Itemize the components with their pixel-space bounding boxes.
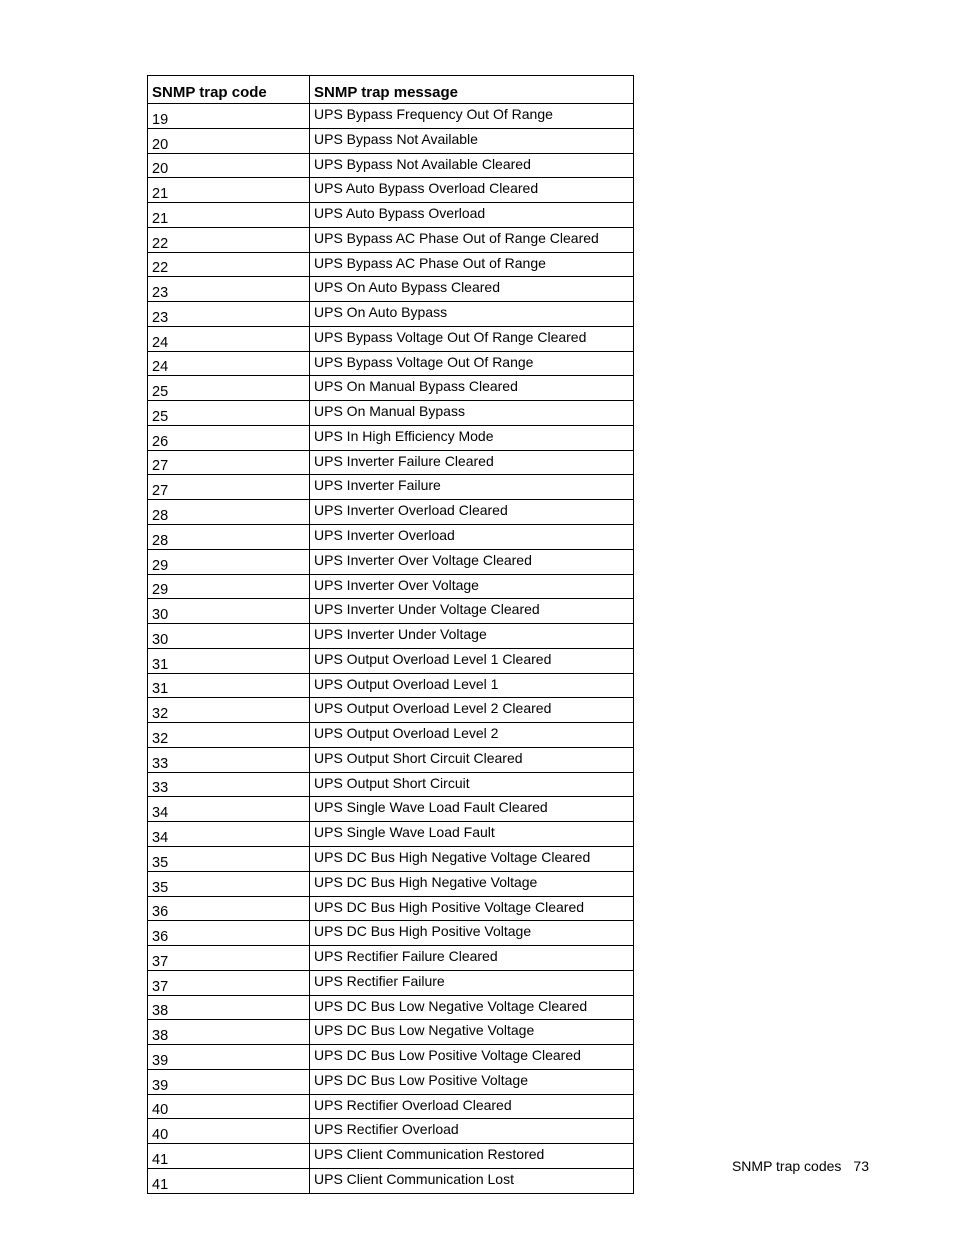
table-body — [148, 104, 634, 1194]
trap-message-cell: UPS DC Bus Low Positive Voltage Cleared — [310, 1045, 634, 1070]
trap-code-cell: 20 — [148, 128, 310, 153]
table-row — [148, 227, 634, 252]
trap-message-cell: UPS DC Bus Low Negative Voltage — [310, 1020, 634, 1045]
trap-message-cell: UPS Bypass Voltage Out Of Range — [310, 351, 634, 376]
header-trap-message: SNMP trap message — [310, 76, 634, 104]
trap-code-cell: 32 — [148, 723, 310, 748]
trap-message-cell: UPS Inverter Under Voltage Cleared — [310, 599, 634, 624]
table-row — [148, 549, 634, 574]
trap-code-cell: 20 — [148, 153, 310, 178]
table-row — [148, 401, 634, 426]
trap-code-cell: 34 — [148, 822, 310, 847]
table-row — [148, 1045, 634, 1070]
table-row — [148, 921, 634, 946]
trap-message-cell: UPS Inverter Under Voltage — [310, 624, 634, 649]
trap-code-cell: 19 — [148, 104, 310, 129]
footer-section-title: SNMP trap codes — [731, 1158, 842, 1174]
trap-message-cell: UPS Output Overload Level 2 Cleared — [310, 698, 634, 723]
table-header — [148, 76, 634, 104]
table-row — [148, 128, 634, 153]
trap-code-cell: 24 — [148, 351, 310, 376]
trap-code-cell: 28 — [148, 500, 310, 525]
trap-code-cell: 22 — [148, 252, 310, 277]
trap-code-cell: 37 — [148, 970, 310, 995]
table-row — [148, 599, 634, 624]
trap-message-cell: UPS Output Short Circuit — [310, 772, 634, 797]
table-row — [148, 747, 634, 772]
table-row — [148, 425, 634, 450]
table-row — [148, 896, 634, 921]
trap-code-cell: 25 — [148, 376, 310, 401]
trap-message-cell: UPS Bypass Frequency Out Of Range — [310, 104, 634, 129]
trap-code-cell: 21 — [148, 178, 310, 203]
trap-code-cell: 29 — [148, 549, 310, 574]
trap-message-cell: UPS On Manual Bypass Cleared — [310, 376, 634, 401]
trap-message-cell: UPS On Manual Bypass — [310, 401, 634, 426]
trap-code-cell: 25 — [148, 401, 310, 426]
trap-code-cell: 30 — [148, 624, 310, 649]
trap-message-cell: UPS DC Bus Low Negative Voltage Cleared — [310, 995, 634, 1020]
trap-code-cell: 37 — [148, 946, 310, 971]
table-row — [148, 797, 634, 822]
trap-message-cell: UPS Auto Bypass Overload Cleared — [310, 178, 634, 203]
trap-message-cell: UPS On Auto Bypass — [310, 302, 634, 327]
table-row — [148, 723, 634, 748]
trap-code-cell: 35 — [148, 846, 310, 871]
trap-message-cell: UPS Rectifier Failure Cleared — [310, 946, 634, 971]
trap-code-cell: 38 — [148, 1020, 310, 1045]
trap-code-cell: 39 — [148, 1045, 310, 1070]
trap-message-cell: UPS Inverter Over Voltage Cleared — [310, 549, 634, 574]
trap-message-cell: UPS Client Communication Restored — [310, 1144, 634, 1169]
table-row — [148, 698, 634, 723]
trap-code-cell: 41 — [148, 1168, 310, 1193]
trap-code-cell: 36 — [148, 921, 310, 946]
table-row — [148, 326, 634, 351]
trap-message-cell: UPS Output Overload Level 1 — [310, 673, 634, 698]
table-row — [148, 624, 634, 649]
table-row — [148, 822, 634, 847]
table-row — [148, 203, 634, 228]
trap-message-cell: UPS Inverter Failure Cleared — [310, 450, 634, 475]
trap-code-cell: 40 — [148, 1094, 310, 1119]
table-row — [148, 252, 634, 277]
trap-code-cell: 23 — [148, 302, 310, 327]
trap-message-cell: UPS In High Efficiency Mode — [310, 425, 634, 450]
trap-code-cell: 31 — [148, 648, 310, 673]
table-row — [148, 995, 634, 1020]
trap-message-cell: UPS Bypass Not Available — [310, 128, 634, 153]
trap-code-cell: 26 — [148, 425, 310, 450]
trap-message-cell: UPS Inverter Overload Cleared — [310, 500, 634, 525]
trap-message-cell: UPS Bypass AC Phase Out of Range Cleared — [310, 227, 634, 252]
trap-message-cell: UPS Single Wave Load Fault — [310, 822, 634, 847]
trap-code-cell: 38 — [148, 995, 310, 1020]
trap-code-cell: 33 — [148, 747, 310, 772]
table-header-row — [148, 76, 634, 104]
trap-message-cell: UPS On Auto Bypass Cleared — [310, 277, 634, 302]
table-row — [148, 500, 634, 525]
trap-code-cell: 22 — [148, 227, 310, 252]
page-footer — [600, 1158, 869, 1174]
trap-code-cell: 24 — [148, 326, 310, 351]
table-row — [148, 1168, 634, 1193]
trap-message-cell: UPS Bypass Not Available Cleared — [310, 153, 634, 178]
table-row — [148, 525, 634, 550]
trap-code-cell: 29 — [148, 574, 310, 599]
trap-message-cell: UPS Rectifier Failure — [310, 970, 634, 995]
trap-code-cell: 40 — [148, 1119, 310, 1144]
table-row — [148, 1069, 634, 1094]
trap-message-cell: UPS Inverter Over Voltage — [310, 574, 634, 599]
table-row — [148, 1119, 634, 1144]
trap-code-cell: 34 — [148, 797, 310, 822]
footer-page-number: 73 — [853, 1158, 869, 1174]
table-row — [148, 376, 634, 401]
trap-code-cell: 23 — [148, 277, 310, 302]
header-trap-code: SNMP trap code — [148, 76, 310, 104]
table-row — [148, 104, 634, 129]
trap-message-cell: UPS Bypass Voltage Out Of Range Cleared — [310, 326, 634, 351]
trap-message-cell: UPS DC Bus High Negative Voltage — [310, 871, 634, 896]
trap-code-cell: 27 — [148, 475, 310, 500]
trap-message-cell: UPS Bypass AC Phase Out of Range — [310, 252, 634, 277]
trap-message-cell: UPS Output Overload Level 1 Cleared — [310, 648, 634, 673]
trap-message-cell: UPS Inverter Overload — [310, 525, 634, 550]
trap-code-cell: 41 — [148, 1144, 310, 1169]
trap-code-cell: 21 — [148, 203, 310, 228]
table-row — [148, 846, 634, 871]
trap-code-cell: 35 — [148, 871, 310, 896]
trap-code-cell: 32 — [148, 698, 310, 723]
trap-code-cell: 39 — [148, 1069, 310, 1094]
trap-message-cell: UPS DC Bus High Positive Voltage Cleared — [310, 896, 634, 921]
table-row — [148, 772, 634, 797]
trap-code-cell: 31 — [148, 673, 310, 698]
table-row — [148, 302, 634, 327]
trap-message-cell: UPS Inverter Failure — [310, 475, 634, 500]
table-row — [148, 871, 634, 896]
trap-message-cell: UPS Output Overload Level 2 — [310, 723, 634, 748]
snmp-trap-table — [147, 75, 634, 1194]
trap-code-cell: 36 — [148, 896, 310, 921]
table-row — [148, 946, 634, 971]
trap-code-cell: 33 — [148, 772, 310, 797]
table-row — [148, 450, 634, 475]
trap-message-cell: UPS Auto Bypass Overload — [310, 203, 634, 228]
trap-code-cell: 27 — [148, 450, 310, 475]
table-row — [148, 970, 634, 995]
trap-code-cell: 30 — [148, 599, 310, 624]
table-row — [148, 574, 634, 599]
trap-message-cell: UPS DC Bus Low Positive Voltage — [310, 1069, 634, 1094]
table-row — [148, 351, 634, 376]
table-row — [148, 277, 634, 302]
trap-message-cell: UPS DC Bus High Negative Voltage Cleared — [310, 846, 634, 871]
trap-message-cell: UPS Rectifier Overload Cleared — [310, 1094, 634, 1119]
trap-message-cell: UPS Rectifier Overload — [310, 1119, 634, 1144]
table-row — [148, 1020, 634, 1045]
table-row — [148, 673, 634, 698]
trap-message-cell: UPS Single Wave Load Fault Cleared — [310, 797, 634, 822]
table-row — [148, 178, 634, 203]
table-row — [148, 648, 634, 673]
trap-code-cell: 28 — [148, 525, 310, 550]
table-row — [148, 475, 634, 500]
trap-message-cell: UPS DC Bus High Positive Voltage — [310, 921, 634, 946]
table-row — [148, 153, 634, 178]
table-row — [148, 1094, 634, 1119]
trap-message-cell: UPS Output Short Circuit Cleared — [310, 747, 634, 772]
trap-message-cell: UPS Client Communication Lost — [310, 1168, 634, 1193]
table-row — [148, 1144, 634, 1169]
